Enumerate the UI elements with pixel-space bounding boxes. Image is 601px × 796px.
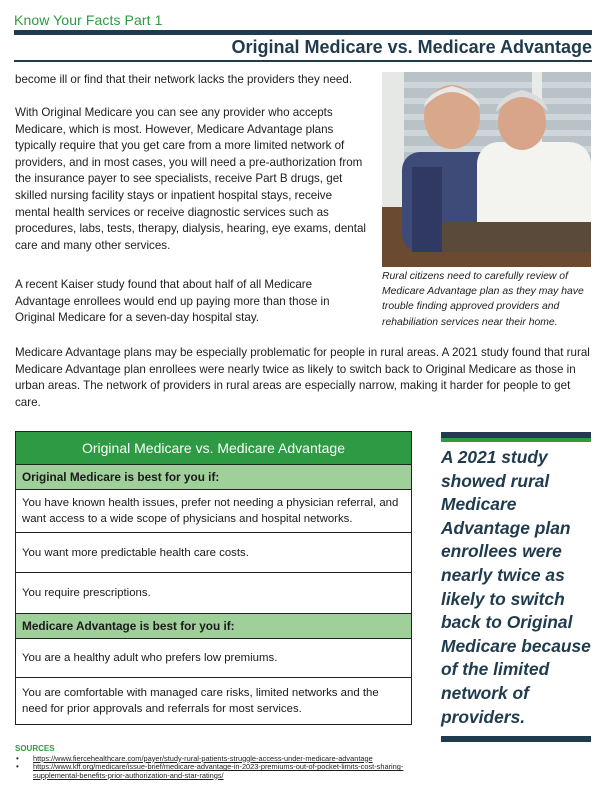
source-link-kff[interactable]: https://www.kff.org/medicare/issue-brief/medicare-advantage-in-2023-premiums-out-of-pocket-limits-cost-sharing-supplemental-benefits-prior-authorization-and-star-ratings/ <box>33 762 404 780</box>
source-item <box>15 763 435 780</box>
section-label: Know Your Facts Part 1 <box>14 12 163 28</box>
pull-quote: A 2021 study showed rural Medicare Advantage plan enrollees were nearly twice as likely to switch back to Original Medicare because of the limited network of providers. <box>441 447 591 727</box>
table-row: You are comfortable with managed care risks, limited networks and the need for prior approvals and referrals for most services. <box>16 677 411 724</box>
photo-elderly-couple <box>382 72 591 267</box>
table-title: Original Medicare vs. Medicare Advantage <box>16 432 411 464</box>
sources-title: SOURCES <box>15 744 55 753</box>
paragraph-kaiser: A recent Kaiser study found that about half of all Medicare Advantage enrollees would end up paying more than those in Original Medicare for a seven-day hospital stay. <box>15 278 330 325</box>
table-row: You require prescriptions. <box>16 572 411 613</box>
header-rule-bottom <box>14 60 592 62</box>
paragraph-rural: Medicare Advantage plans may be especially problematic for people in rural areas. A 2021 study found that rural Medicare Advantage plan enrollees were nearly twice as likely to switch back to Original Medicare as those in urban areas. The network of providers in rural areas are especially narrow, making it harder for people to get care. <box>15 346 590 409</box>
source-link-fiercehealthcare[interactable]: https://www.fiercehealthcare.com/payer/study-rural-patients-struggle-access-under-medicare-advantage <box>33 753 373 763</box>
paragraph-networks: With Original Medicare you can see any provider who accepts Medicare, which is most. However, Medicare Advantage plans typically require that you get care from a more limited network of providers, and in most cases, you will need a pre-authorization from the insurance payer to see specialists, receive Part B drugs, get skilled nursing facility stays or inpatient hospital stays, receive mental health services or receive diagnostic services such as procedures, labs, tests, therapy, dialysis, hearing, eye exams, dental care and many other services. <box>15 106 366 252</box>
comparison-table <box>15 431 412 725</box>
table-row: You are a healthy adult who prefers low premiums. <box>16 638 411 677</box>
header-rule <box>14 30 592 35</box>
page-title: Original Medicare vs. Medicare Advantage <box>231 37 592 57</box>
table-row: You have known health issues, prefer not needing a physician referral, and want access to a wide scope of physicians and hospital networks. <box>16 489 411 532</box>
sources-list <box>15 755 435 781</box>
table-row: You want more predictable health care costs. <box>16 532 411 572</box>
pull-quote-rule-bottom <box>441 736 591 742</box>
section-heading-original: Original Medicare is best for you if: <box>16 464 411 489</box>
photo-caption: Rural citizens need to carefully review of Medicare Advantage plan as they may have trouble finding approved providers and rehabiliation services near their home. <box>382 271 584 328</box>
sources <box>15 745 435 780</box>
pull-quote-rule-green <box>441 438 591 442</box>
section-heading-advantage: Medicare Advantage is best for you if: <box>16 613 411 638</box>
paragraph-continued: become ill or find that their network lacks the providers they need. <box>15 73 353 86</box>
